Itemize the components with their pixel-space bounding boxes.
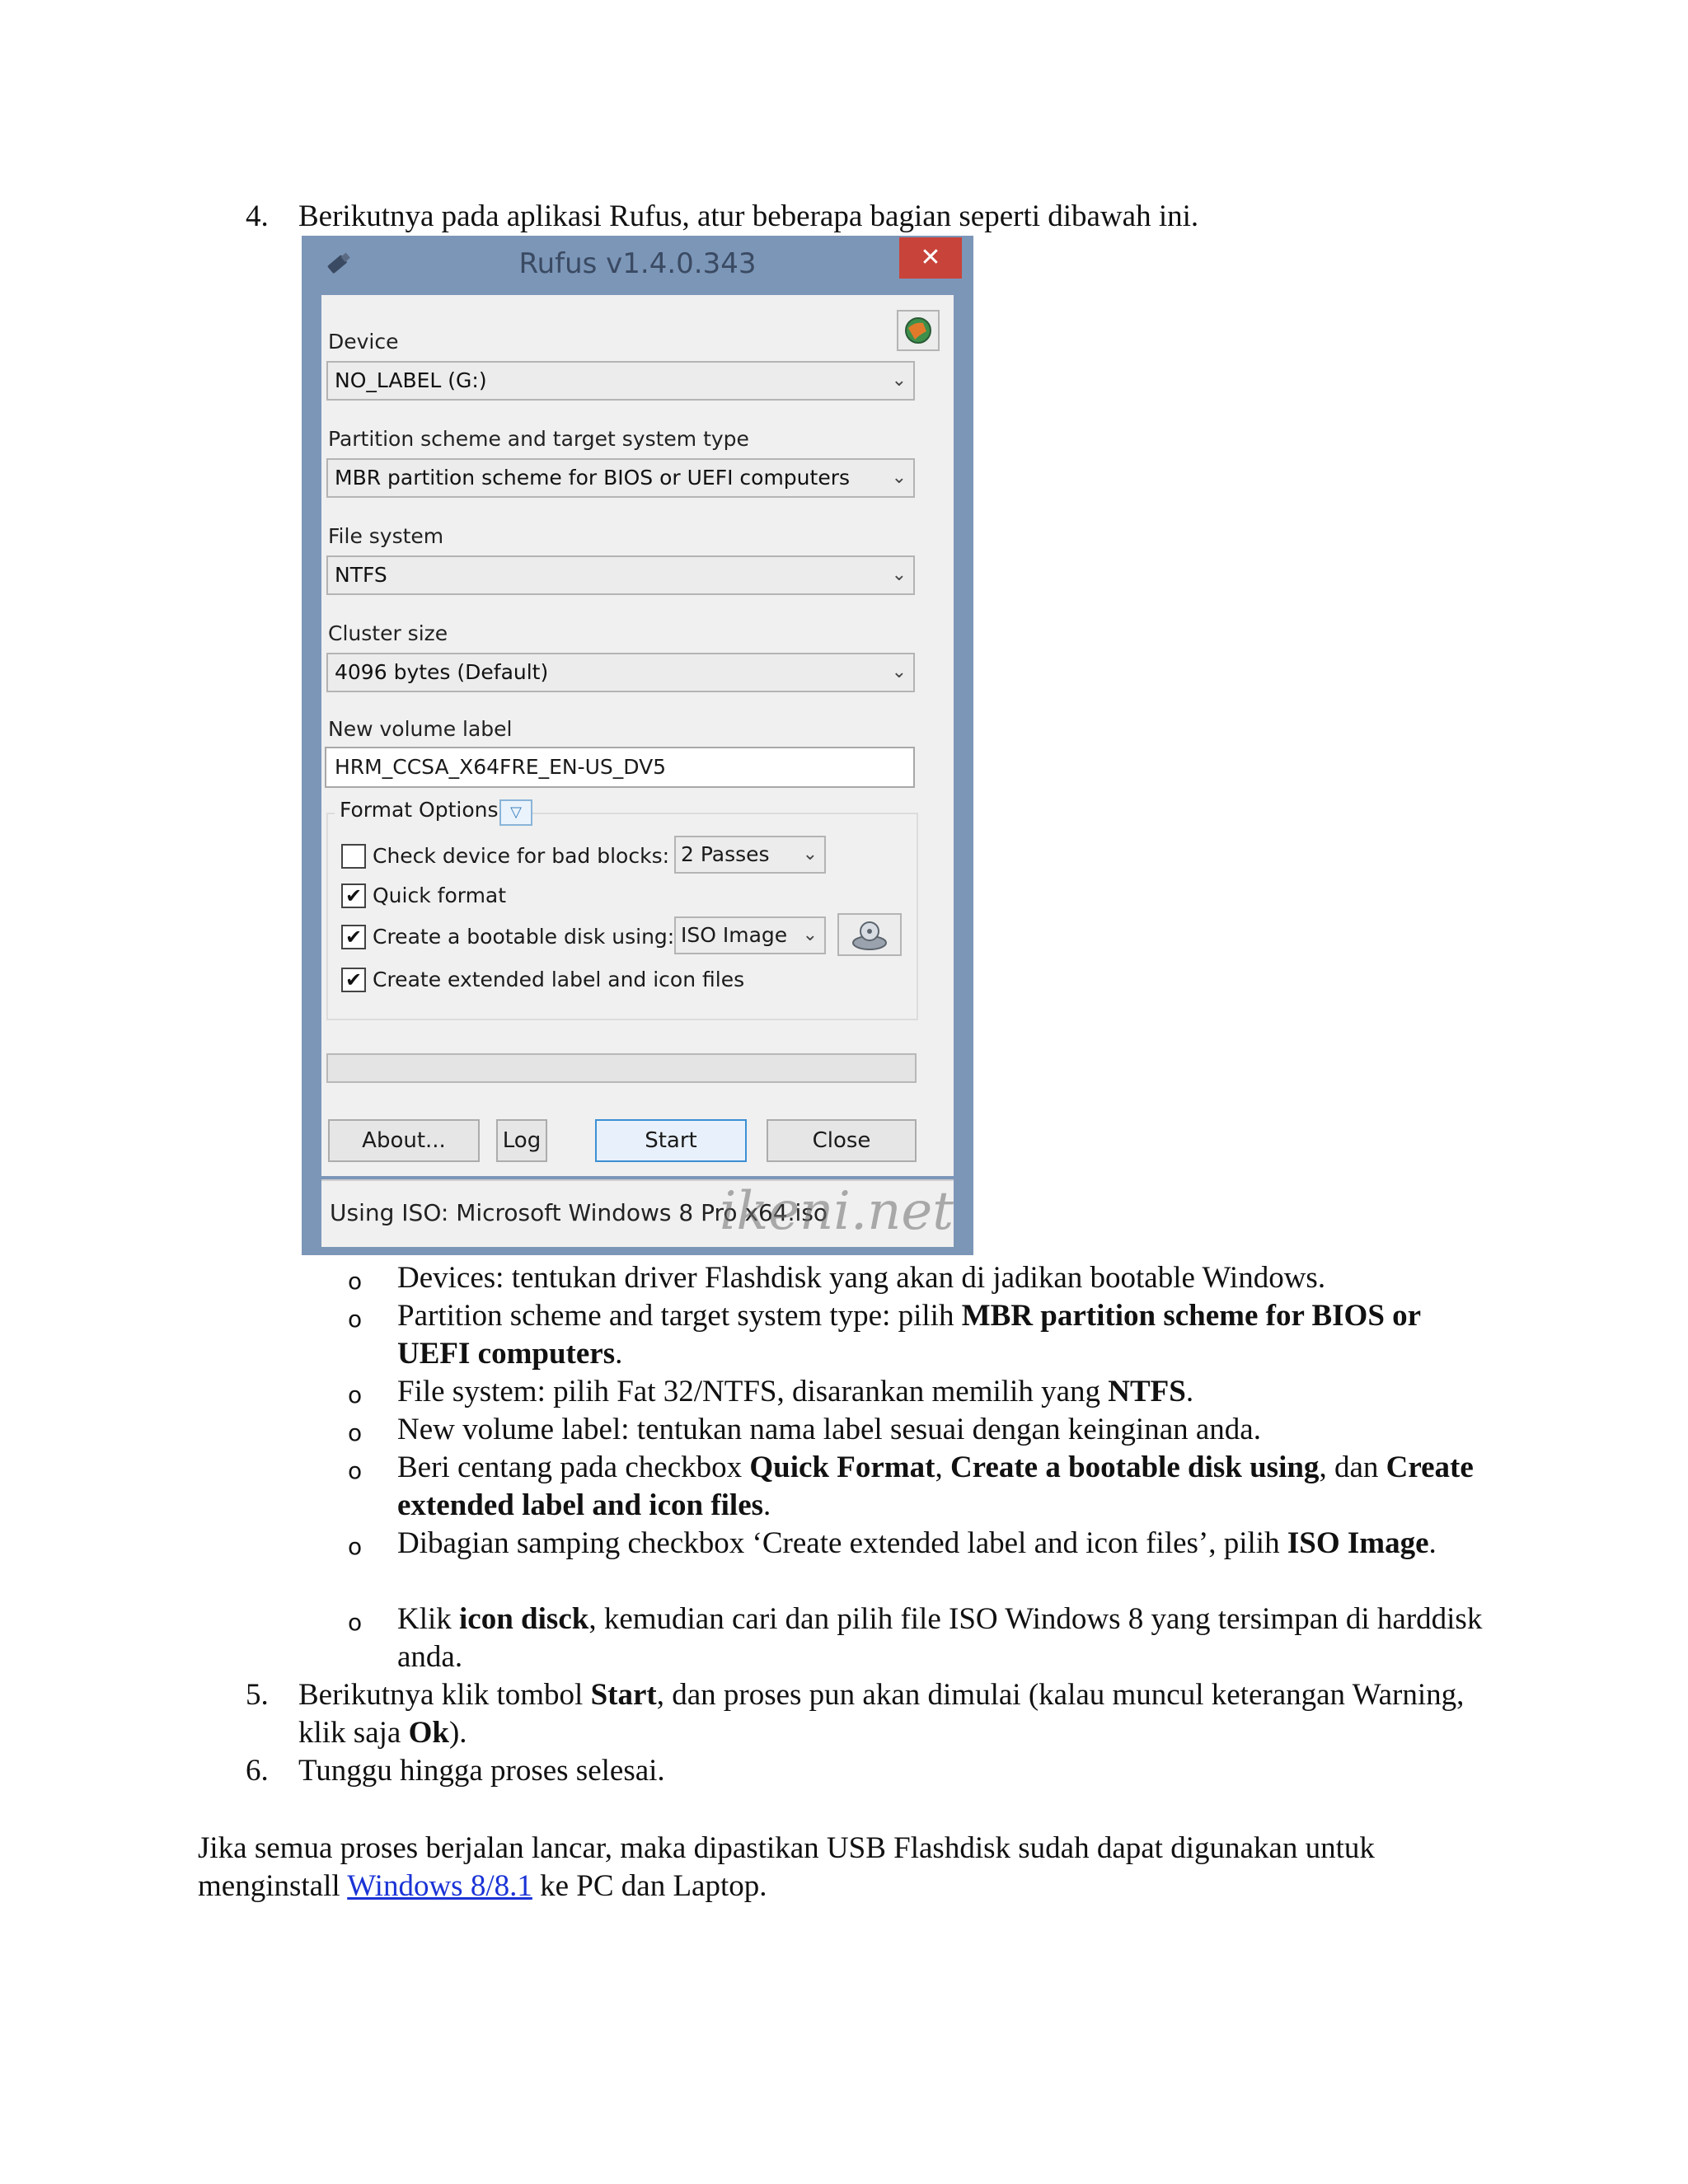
bad-blocks-checkbox[interactable] [341,844,366,869]
rufus-titlebar [302,236,973,293]
bootable-label: Create a bootable disk using: [373,925,675,949]
partition-value: MBR partition scheme for BIOS or UEFI computers [335,466,851,490]
globe-icon [898,312,938,349]
device-info-button[interactable] [897,310,940,351]
bullet-text-part: . [1185,1375,1194,1408]
bullet-text [397,1449,1485,1525]
step-text: Berikutnya pada aplikasi Rufus, atur beberapa bagian seperti dibawah ini. [298,199,1199,233]
rufus-client-area [321,295,954,1176]
bullet-text-part: Devices: tentukan driver Flashdisk yang akan di jadikan bootable Windows. [397,1261,1326,1295]
quick-format-label: Quick format [373,883,507,907]
bullet-bold-part: Create extended label and icon files [397,1451,1474,1522]
bullet-text [397,1411,1485,1449]
bullet-text-part: . [615,1337,623,1371]
bullet-text-part: , [935,1451,950,1484]
step-text-part: Berikutnya klik tombol [298,1678,591,1712]
log-button[interactable]: Log [496,1119,547,1162]
device-select[interactable] [326,361,915,401]
step-bold-part: Start [590,1678,657,1712]
filesystem-value: NTFS [335,563,387,587]
partition-label: Partition scheme and target system type [328,427,749,451]
extended-label-label: Create extended label and icon files [373,968,745,991]
format-options-label: Format Options [335,798,504,822]
chevron-down-icon: ⌄ [891,370,907,391]
bullet-text-part: Dibagian samping checkbox ‘Create extended label and icon files’, pilih [397,1526,1287,1560]
volume-label: New volume label [328,717,513,741]
bullet-marker: o [348,1457,363,1484]
step-text-part: ). [448,1716,467,1750]
bullet-bold-part: ISO Image [1287,1526,1429,1560]
chevron-down-icon: ⌄ [891,565,907,585]
bullet-marker: o [348,1268,363,1295]
bullet-text-part: Beri centang pada checkbox [397,1451,750,1484]
chevron-down-icon: ⌄ [802,844,818,865]
step-number: 4. [246,199,269,233]
watermark: ikeni.net [720,1181,954,1242]
bullet-marker: o [348,1381,363,1408]
bullet-marker: o [348,1533,363,1560]
about-button[interactable]: About... [328,1119,480,1162]
device-value: NO_LABEL (G:) [335,368,487,392]
bootable-checkbox[interactable] [341,925,366,949]
step-text-part: , dan proses pun akan dimulai (kalau muncul keterangan Warning, klik saja [298,1678,1465,1750]
closing-text-part: ke PC dan Laptop. [532,1869,767,1903]
bullet-text [397,1259,1485,1297]
bullet-bold-part: Quick Format [749,1451,935,1484]
chevron-down-icon: ▽ [510,804,522,821]
cluster-value: 4096 bytes (Default) [335,660,549,684]
closing-text-part: Jika semua proses berjalan lancar, maka dipastikan USB Flashdisk sudah dapat digunakan untuk menginstall [198,1831,1375,1903]
select-iso-button[interactable] [837,913,902,956]
quick-format-checkbox[interactable] [341,883,366,908]
bullet-bold-part: icon disck [459,1602,589,1636]
chevron-down-icon: ⌄ [802,925,818,945]
filesystem-label: File system [328,524,444,548]
partition-select[interactable] [326,458,915,498]
boot-type-select[interactable] [674,916,826,954]
bullet-marker: o [348,1609,363,1636]
rufus-title: Rufus v1.4.0.343 [518,247,757,280]
bullet-text-part: New volume label: tentukan nama label sesuai dengan keinginan anda. [397,1413,1261,1446]
bullet-marker: o [348,1305,363,1333]
start-button[interactable]: Start [595,1119,747,1162]
checkmark-icon: ✔ [345,968,363,991]
bullet-text-part: . [763,1488,771,1522]
step-number: 5. [246,1678,269,1712]
passes-select[interactable] [674,836,826,874]
passes-value: 2 Passes [681,842,770,866]
bullet-bold-part: NTFS [1108,1375,1186,1408]
windows-link[interactable]: Windows 8/8.1 [347,1869,532,1903]
bullet-text-part: , dan [1319,1451,1386,1484]
bullet-text [397,1525,1485,1563]
status-bar [321,1179,954,1247]
bad-blocks-label: Check device for bad blocks: [373,844,670,868]
close-button[interactable]: Close [767,1119,917,1162]
status-text: Using ISO: Microsoft Windows 8 Pro x64.iso [330,1199,828,1226]
bullet-text-part: Partition scheme and target system type: pilih [397,1299,962,1333]
progress-bar [326,1053,917,1083]
extended-label-checkbox[interactable] [341,968,366,992]
rufus-screenshot [302,236,973,1255]
bullet-text-part: . [1428,1526,1437,1560]
step-number: 6. [246,1754,269,1788]
chevron-down-icon: ⌄ [891,662,907,682]
step-text [298,1676,1482,1752]
volume-label-input[interactable]: HRM_CCSA_X64FRE_EN-US_DV5 [325,747,915,788]
boot-type-value: ISO Image [681,923,788,947]
bullet-text [397,1373,1485,1411]
format-options-toggle[interactable] [499,799,532,826]
cluster-label: Cluster size [328,621,448,645]
cluster-select[interactable] [326,653,915,692]
filesystem-select[interactable] [326,555,915,595]
disc-drive-icon [839,915,900,954]
checkmark-icon: ✔ [345,926,363,949]
chevron-down-icon: ⌄ [891,467,907,488]
bullet-bold-part: Create a bootable disk using [950,1451,1320,1484]
bullet-text [397,1601,1485,1676]
close-window-button[interactable]: ✕ [899,237,962,279]
closing-paragraph [198,1830,1484,1905]
bullet-text-part: File system: pilih Fat 32/NTFS, disarankan memilih yang [397,1375,1109,1408]
bullet-text-part: Klik [397,1602,460,1636]
bullet-text [397,1297,1485,1373]
step-text: Tunggu hingga proses selesai. [298,1754,665,1788]
bullet-bold-part: MBR partition scheme for BIOS or UEFI computers [397,1299,1421,1371]
checkmark-icon: ✔ [345,884,363,907]
device-label: Device [328,330,399,354]
step-bold-part: Ok [408,1716,449,1750]
bullet-marker: o [348,1419,363,1446]
bullet-text-part: , kemudian cari dan pilih file ISO Windows 8 yang tersimpan di harddisk anda. [397,1602,1483,1674]
